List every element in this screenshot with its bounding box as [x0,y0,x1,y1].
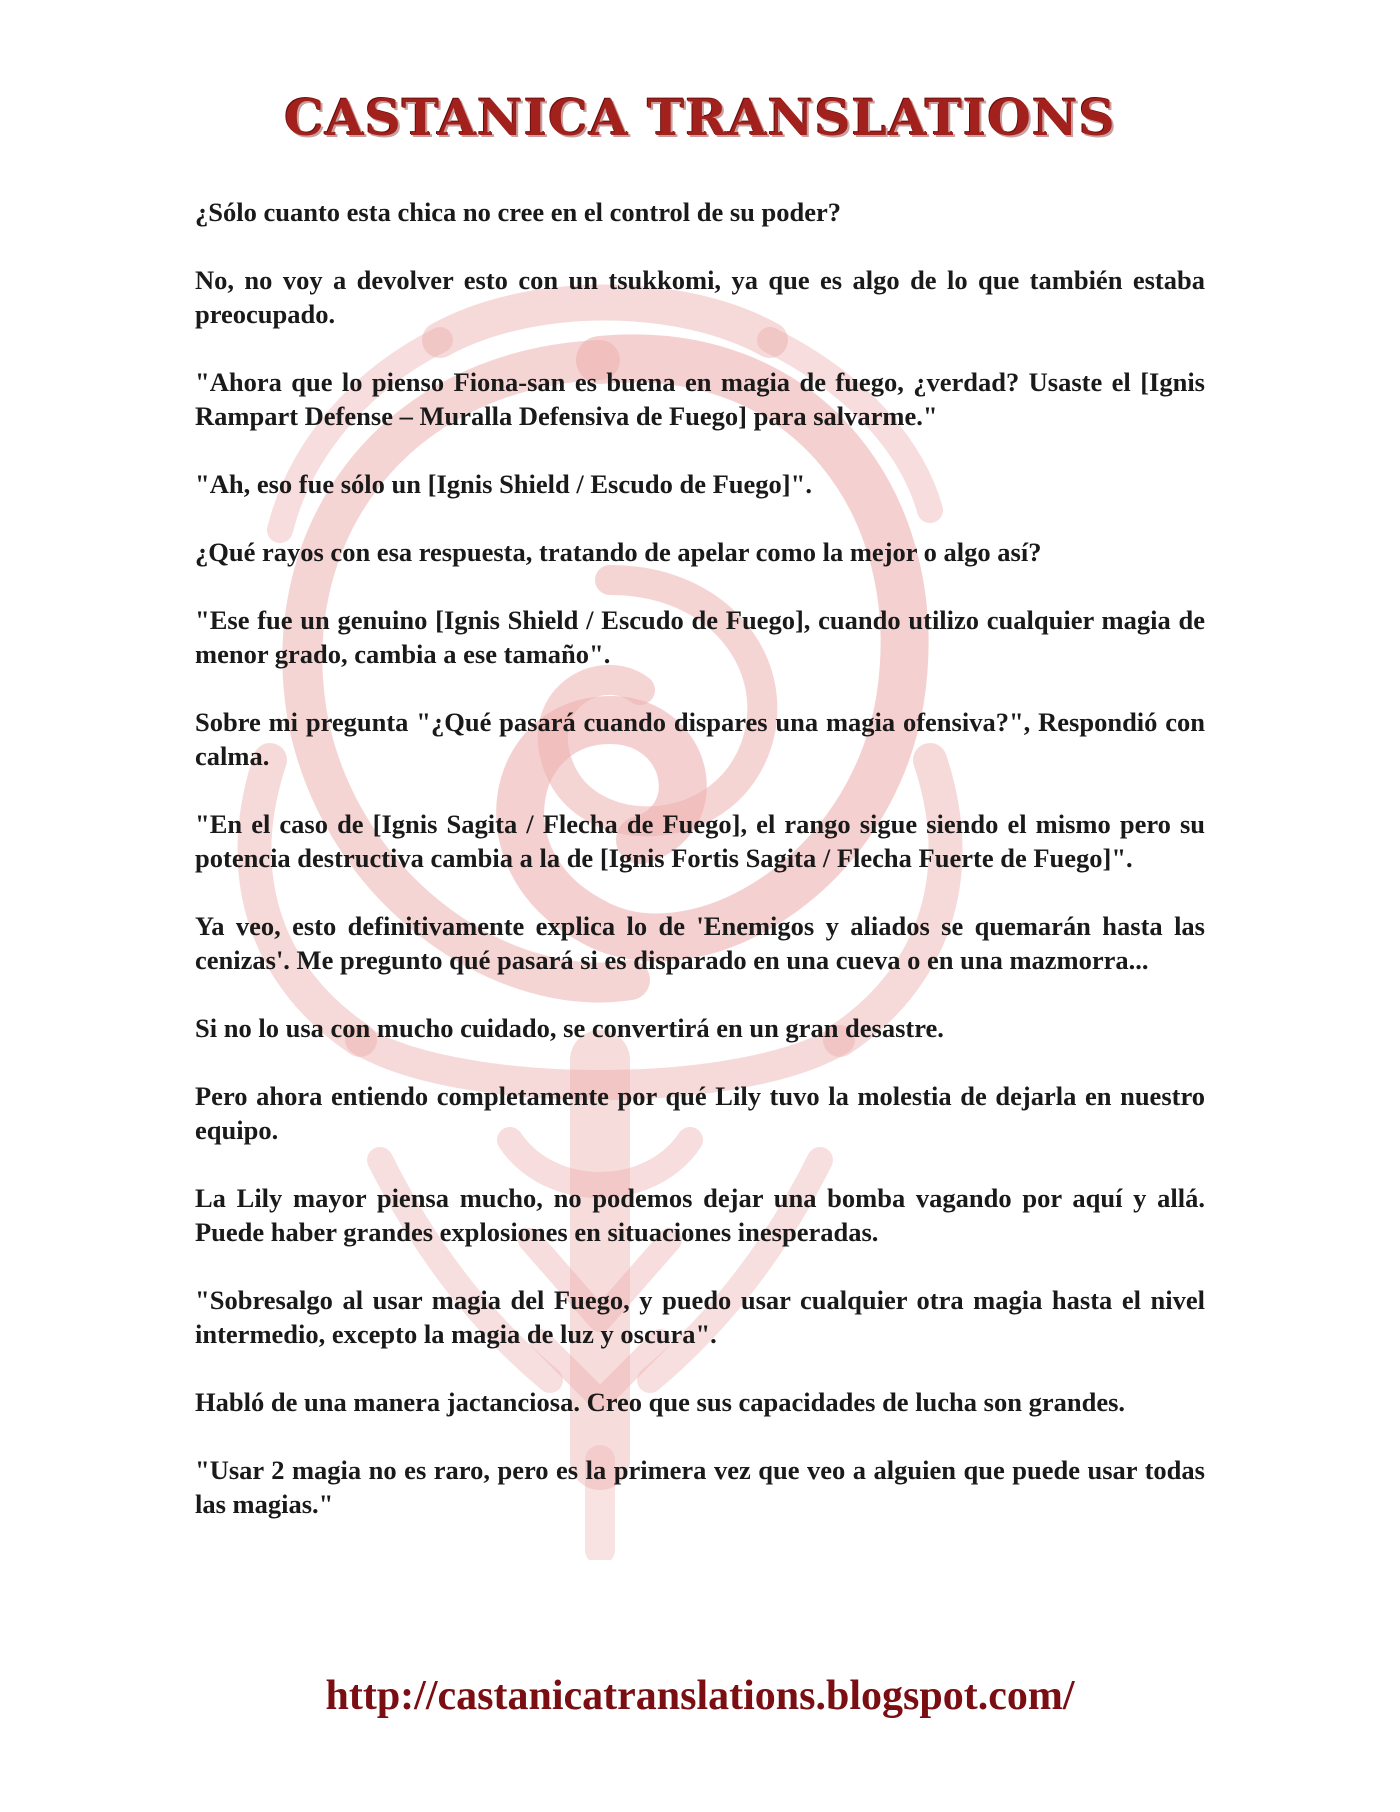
paragraph: "Ah, eso fue sólo un [Ignis Shield / Escudo de Fuego]". [195,469,812,499]
page-title: CASTANICA TRANSLATIONS [284,88,1116,147]
paragraph: "Usar 2 magia no es raro, pero es la primera vez que veo a alguien que puede usar todas las magias." [195,1455,1205,1519]
paragraph: Si no lo usa con mucho cuidado, se convertirá en un gran desastre. [195,1013,944,1043]
paragraph: No, no voy a devolver esto con un tsukkomi, ya que es algo de lo que también estaba preocupado. [195,265,1205,329]
paragraph: "Ahora que lo pienso Fiona-san es buena en magia de fuego, ¿verdad? Usaste el [Ignis Rampart Defense – Muralla Defensiva de Fuego] para salvarme." [195,367,1205,431]
paragraph: "Sobresalgo al usar magia del Fuego, y puedo usar cualquier otra magia hasta el nivel intermedio, excepto la magia de luz y oscura". [195,1285,1205,1349]
paragraph: Sobre mi pregunta "¿Qué pasará cuando dispares una magia ofensiva?", Respondió con calma. [195,707,1205,771]
paragraph: Habló de una manera jactanciosa. Creo que sus capacidades de lucha son grandes. [195,1387,1126,1417]
paragraph: La Lily mayor piensa mucho, no podemos dejar una bomba vagando por aquí y allá. Puede haber grandes explosiones en situaciones inesperadas. [195,1183,1205,1247]
paragraph: ¿Qué rayos con esa respuesta, tratando de apelar como la mejor o algo así? [195,537,1042,567]
paragraph: "En el caso de [Ignis Sagita / Flecha de Fuego], el rango sigue siendo el mismo pero su potencia destructiva cambia a la de [Ignis Fortis Sagita / Flecha Fuerte de Fuego]". [195,809,1205,873]
document-body [195,195,1205,1555]
footer-url-link[interactable]: http://castanicatranslations.blogspot.com/ [325,1673,1075,1719]
paragraph: Ya veo, esto definitivamente explica lo de 'Enemigos y aliados se quemarán hasta las cenizas'. Me pregunto qué pasará si es disparado en una cueva o en una mazmorra... [195,911,1205,975]
paragraph: "Ese fue un genuino [Ignis Shield / Escudo de Fuego], cuando utilizo cualquier magia de menor grado, cambia a ese tamaño". [195,605,1205,669]
paragraph: ¿Sólo cuanto esta chica no cree en el control de su poder? [195,197,842,227]
paragraph: Pero ahora entiendo completamente por qué Lily tuvo la molestia de dejarla en nuestro equipo. [195,1081,1205,1145]
